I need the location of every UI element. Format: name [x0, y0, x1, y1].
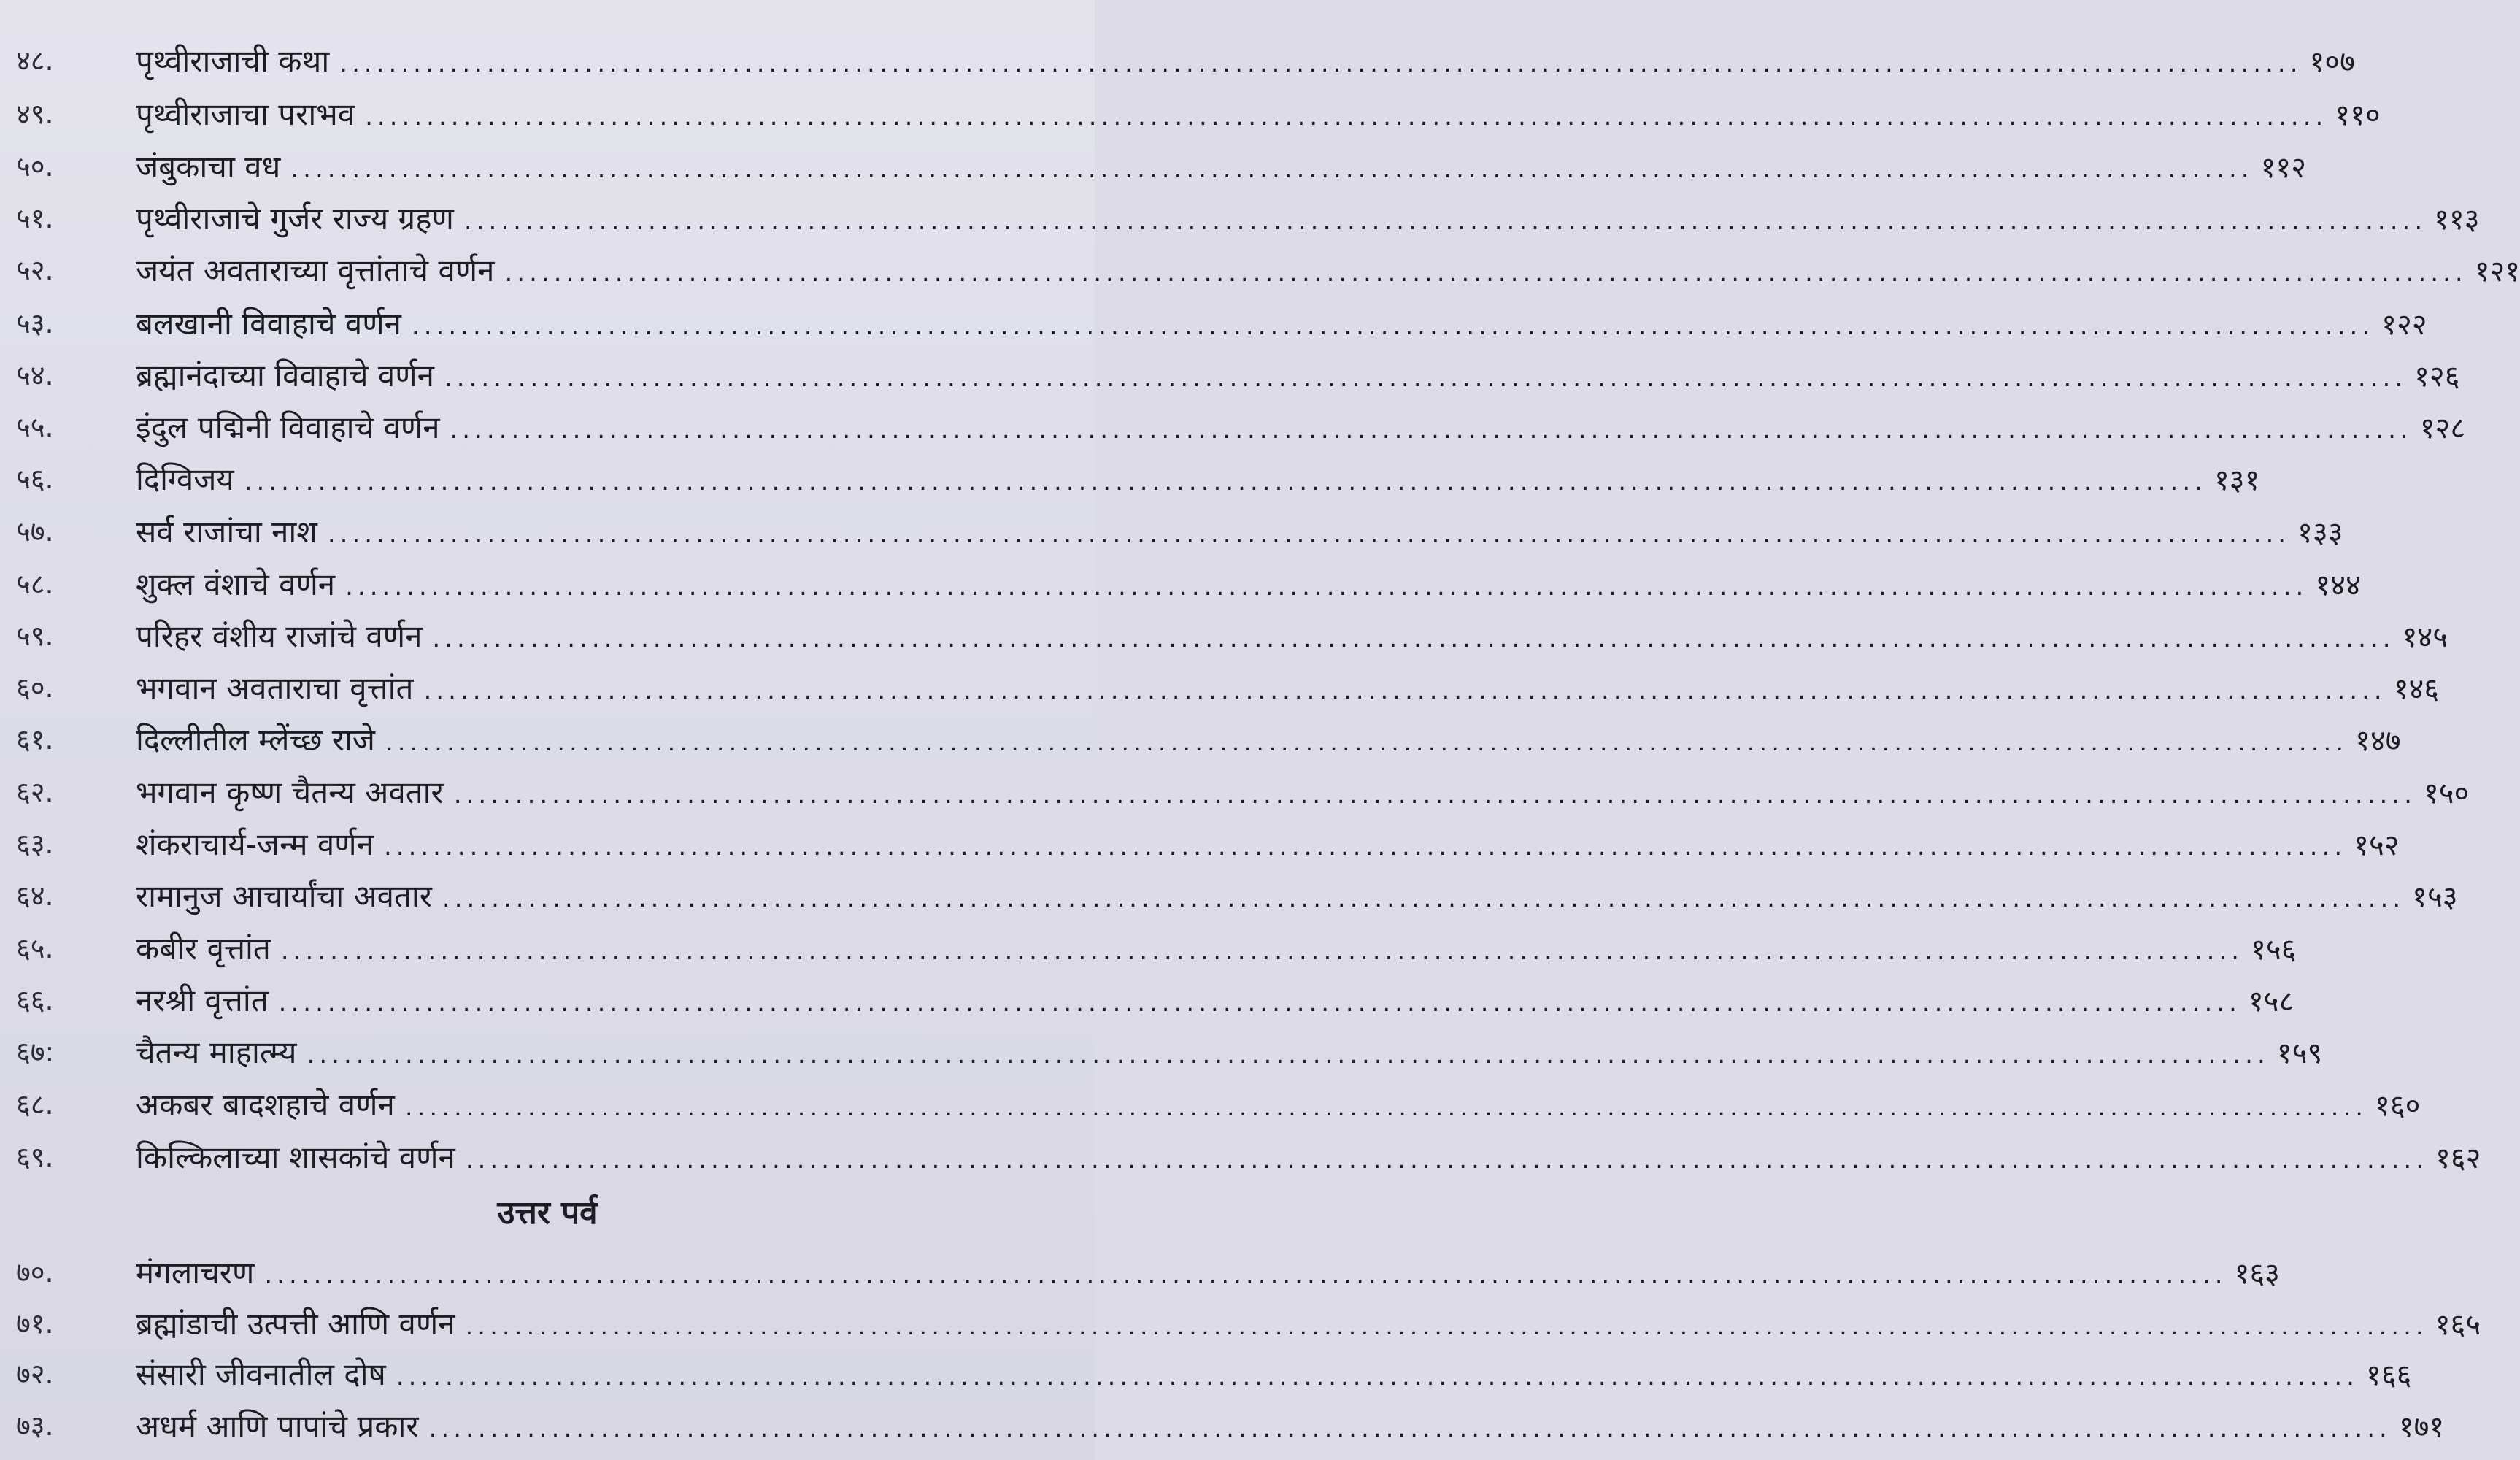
dot-leader: ................................................................................................................................................................ — [463, 206, 2427, 236]
entry-number: ६८. — [16, 1088, 54, 1121]
entry-page-number: १६६ — [2365, 1358, 2412, 1392]
entry-page-number: १२२ — [2381, 307, 2427, 342]
entry-title: इंदुल पद्मिनी विवाहाचे वर्णन — [136, 409, 440, 445]
toc-entry — [0, 505, 2343, 556]
dot-leader: ................................................................................................................................................................ — [404, 1092, 2368, 1122]
entry-title: अकबर बादशहाचे वर्णन — [136, 1086, 395, 1123]
entry-page-number: १५२ — [2354, 828, 2400, 862]
entry-page-number: १४४ — [2315, 568, 2361, 602]
entry-title: पृथ्वीराजाचा पराभव — [136, 96, 355, 132]
toc-entry — [0, 34, 2355, 85]
entry-title: शुक्ल वंशाचे वर्णन — [136, 566, 336, 602]
entry-page-number: १२१ — [2474, 254, 2520, 288]
entry-number: ५९. — [16, 620, 54, 652]
entry-number: ५१. — [16, 202, 54, 234]
entry-page-number: १४५ — [2402, 620, 2448, 654]
dot-leader: ................................................................................................................................................................ — [453, 780, 2416, 810]
toc-entry — [0, 713, 2401, 764]
entry-number: ६४. — [16, 880, 54, 912]
entry-page-number: १४६ — [2393, 672, 2440, 706]
entry-page-number: १०७ — [2309, 45, 2355, 79]
entry-number: ६७: — [16, 1036, 55, 1068]
toc-entry — [0, 297, 2427, 348]
dot-leader: ................................................................................................................................................................ — [385, 727, 2348, 757]
toc-entry — [0, 558, 2361, 609]
entry-title: परिहर वंशीय राजांचे वर्णन — [136, 618, 423, 654]
dot-leader: ................................................................................................................................................................ — [504, 258, 2467, 288]
entry-title: मंगलाचरण — [136, 1254, 255, 1291]
entry-title: ब्रह्मांडाची उत्पत्ती आणि वर्णन — [136, 1305, 455, 1342]
toc-entry — [0, 1246, 2280, 1297]
toc-entry — [0, 453, 2260, 504]
entry-number: ६१. — [16, 723, 54, 756]
entry-number: ५८. — [16, 568, 54, 600]
dot-leader: ................................................................................................................................................................ — [465, 1145, 2429, 1175]
entry-number: ६९. — [16, 1141, 54, 1173]
entry-title: जंबुकाचा वध — [136, 148, 281, 185]
entry-number: ५६. — [16, 463, 54, 495]
toc-entry — [0, 869, 2458, 921]
entry-number: ५२. — [16, 254, 54, 286]
entry-page-number: १२८ — [2419, 411, 2466, 445]
entry-page-number: १५८ — [2248, 984, 2294, 1018]
toc-entry — [0, 140, 2306, 191]
toc-entry — [0, 1297, 2481, 1348]
dot-leader: ................................................................................................................................................................ — [442, 883, 2405, 913]
dot-leader: ................................................................................................................................................................ — [411, 311, 2375, 341]
dot-leader: ................................................................................................................................................................ — [383, 831, 2347, 861]
entry-title: ब्रह्मानंदाच्या विवाहाचे वर्णन — [136, 357, 434, 393]
entry-number: ७०. — [16, 1256, 54, 1288]
toc-entry — [0, 349, 2460, 400]
entry-page-number: १५६ — [2251, 932, 2297, 967]
dot-leader: ................................................................................................................................................................ — [244, 466, 2207, 496]
toc-entry — [0, 1399, 2445, 1451]
entry-number: ५३. — [16, 307, 54, 339]
dot-leader: ................................................................................................................................................................ — [327, 519, 2291, 549]
toc-entry — [0, 244, 2520, 295]
dot-leader: ................................................................................................................................................................ — [465, 1311, 2428, 1341]
entry-number: ६५. — [16, 932, 54, 964]
toc-entry — [0, 661, 2440, 712]
entry-title: दिल्लीतील म्लेंच्छ राजे — [136, 721, 375, 758]
entry-number: ६०. — [16, 672, 54, 704]
entry-page-number: १६५ — [2435, 1307, 2481, 1342]
entry-number: ५५. — [16, 411, 54, 443]
entry-number: ५७. — [16, 515, 54, 548]
entry-page-number: १५० — [2423, 776, 2470, 810]
dot-leader: ................................................................................................................................................................ — [339, 48, 2303, 78]
entry-number: ७३. — [16, 1410, 54, 1442]
entry-page-number: १६३ — [2234, 1256, 2280, 1291]
dot-leader: ................................................................................................................................................................ — [290, 154, 2254, 184]
dot-leader: ................................................................................................................................................................ — [307, 1040, 2270, 1069]
toc-entry — [0, 974, 2294, 1025]
dot-leader: ................................................................................................................................................................ — [423, 675, 2386, 705]
entry-page-number: १६२ — [2435, 1141, 2481, 1175]
dot-leader: ................................................................................................................................................................ — [444, 363, 2408, 393]
entry-title: संसारी जीवनातील दोष — [136, 1356, 386, 1392]
toc-entry — [0, 192, 2480, 243]
entry-page-number: १५३ — [2412, 880, 2458, 914]
entry-title: पृथ्वीराजाचे गुर्जर राज्य ग्रहण — [136, 200, 454, 237]
entry-page-number: १३३ — [2297, 515, 2343, 550]
entry-title: रामानुज आचार्यांचा अवतार — [136, 877, 432, 914]
entry-page-number: १४७ — [2355, 723, 2401, 758]
entry-title: किल्किलाच्या शासकांचे वर्णन — [136, 1139, 455, 1175]
entry-page-number: ११२ — [2260, 150, 2306, 185]
entry-title: कबीर वृत्तांत — [136, 930, 271, 967]
entry-page-number: ११३ — [2434, 202, 2480, 237]
entry-page-number: १५९ — [2276, 1036, 2323, 1070]
toc-entry — [0, 818, 2400, 869]
entry-title: चैतन्य माहात्म्य — [136, 1034, 297, 1070]
entry-title: जयंत अवताराच्या वृत्तांताचे वर्णन — [136, 252, 495, 288]
entry-title: सर्व राजांचा नाश — [136, 513, 317, 550]
entry-number: ४९. — [16, 98, 54, 130]
entry-number: ६३. — [16, 828, 54, 860]
dot-leader: ................................................................................................................................................................ — [264, 1260, 2227, 1290]
toc-entry — [0, 1348, 2412, 1399]
entry-number: ७२. — [16, 1358, 54, 1390]
toc-entry — [0, 88, 2381, 139]
toc-entry — [0, 922, 2297, 973]
entry-page-number: १७१ — [2398, 1410, 2445, 1444]
toc-entry — [0, 401, 2466, 452]
toc-entry — [0, 766, 2470, 817]
toc-entry — [0, 1026, 2323, 1077]
entry-number: ४८. — [16, 45, 54, 77]
toc-entry — [0, 1131, 2481, 1182]
entry-page-number: ११० — [2335, 98, 2381, 132]
entry-title: भगवान अवताराचा वृत्तांत — [136, 669, 414, 706]
entry-page-number: १३१ — [2213, 463, 2260, 497]
dot-leader: ................................................................................................................................................................ — [396, 1361, 2359, 1391]
dot-leader: ................................................................................................................................................................ — [432, 623, 2395, 653]
entry-number: ६६. — [16, 984, 54, 1016]
entry-number: ५४. — [16, 359, 54, 391]
toc-entry — [0, 1078, 2421, 1129]
dot-leader: ................................................................................................................................................................ — [365, 101, 2328, 131]
entry-title: नरश्री वृत्तांत — [136, 982, 269, 1018]
entry-title: शंकराचार्य-जन्म वर्णन — [136, 826, 374, 862]
dot-leader: ................................................................................................................................................................ — [450, 415, 2413, 445]
section-heading: उत्तर पर्व — [497, 1194, 598, 1232]
entry-title: बलखानी विवाहाचे वर्णन — [136, 305, 401, 342]
dot-leader: ................................................................................................................................................................ — [280, 936, 2244, 966]
entry-page-number: १२६ — [2414, 359, 2460, 393]
entry-number: ५०. — [16, 150, 54, 182]
dot-leader: ................................................................................................................................................................ — [428, 1413, 2392, 1443]
dot-leader: ................................................................................................................................................................ — [345, 572, 2308, 602]
dot-leader: ................................................................................................................................................................ — [278, 988, 2241, 1018]
entry-title: दिग्विजय — [136, 461, 234, 497]
entry-page-number: १६० — [2375, 1088, 2421, 1123]
entry-number: ७१. — [16, 1307, 54, 1340]
entry-title: भगवान कृष्ण चैतन्य अवतार — [136, 774, 444, 810]
entry-number: ६२. — [16, 776, 54, 808]
entry-title: अधर्म आणि पापांचे प्रकार — [136, 1407, 419, 1444]
toc-entry — [0, 610, 2448, 661]
entry-title: पृथ्वीराजाची कथा — [136, 42, 330, 79]
